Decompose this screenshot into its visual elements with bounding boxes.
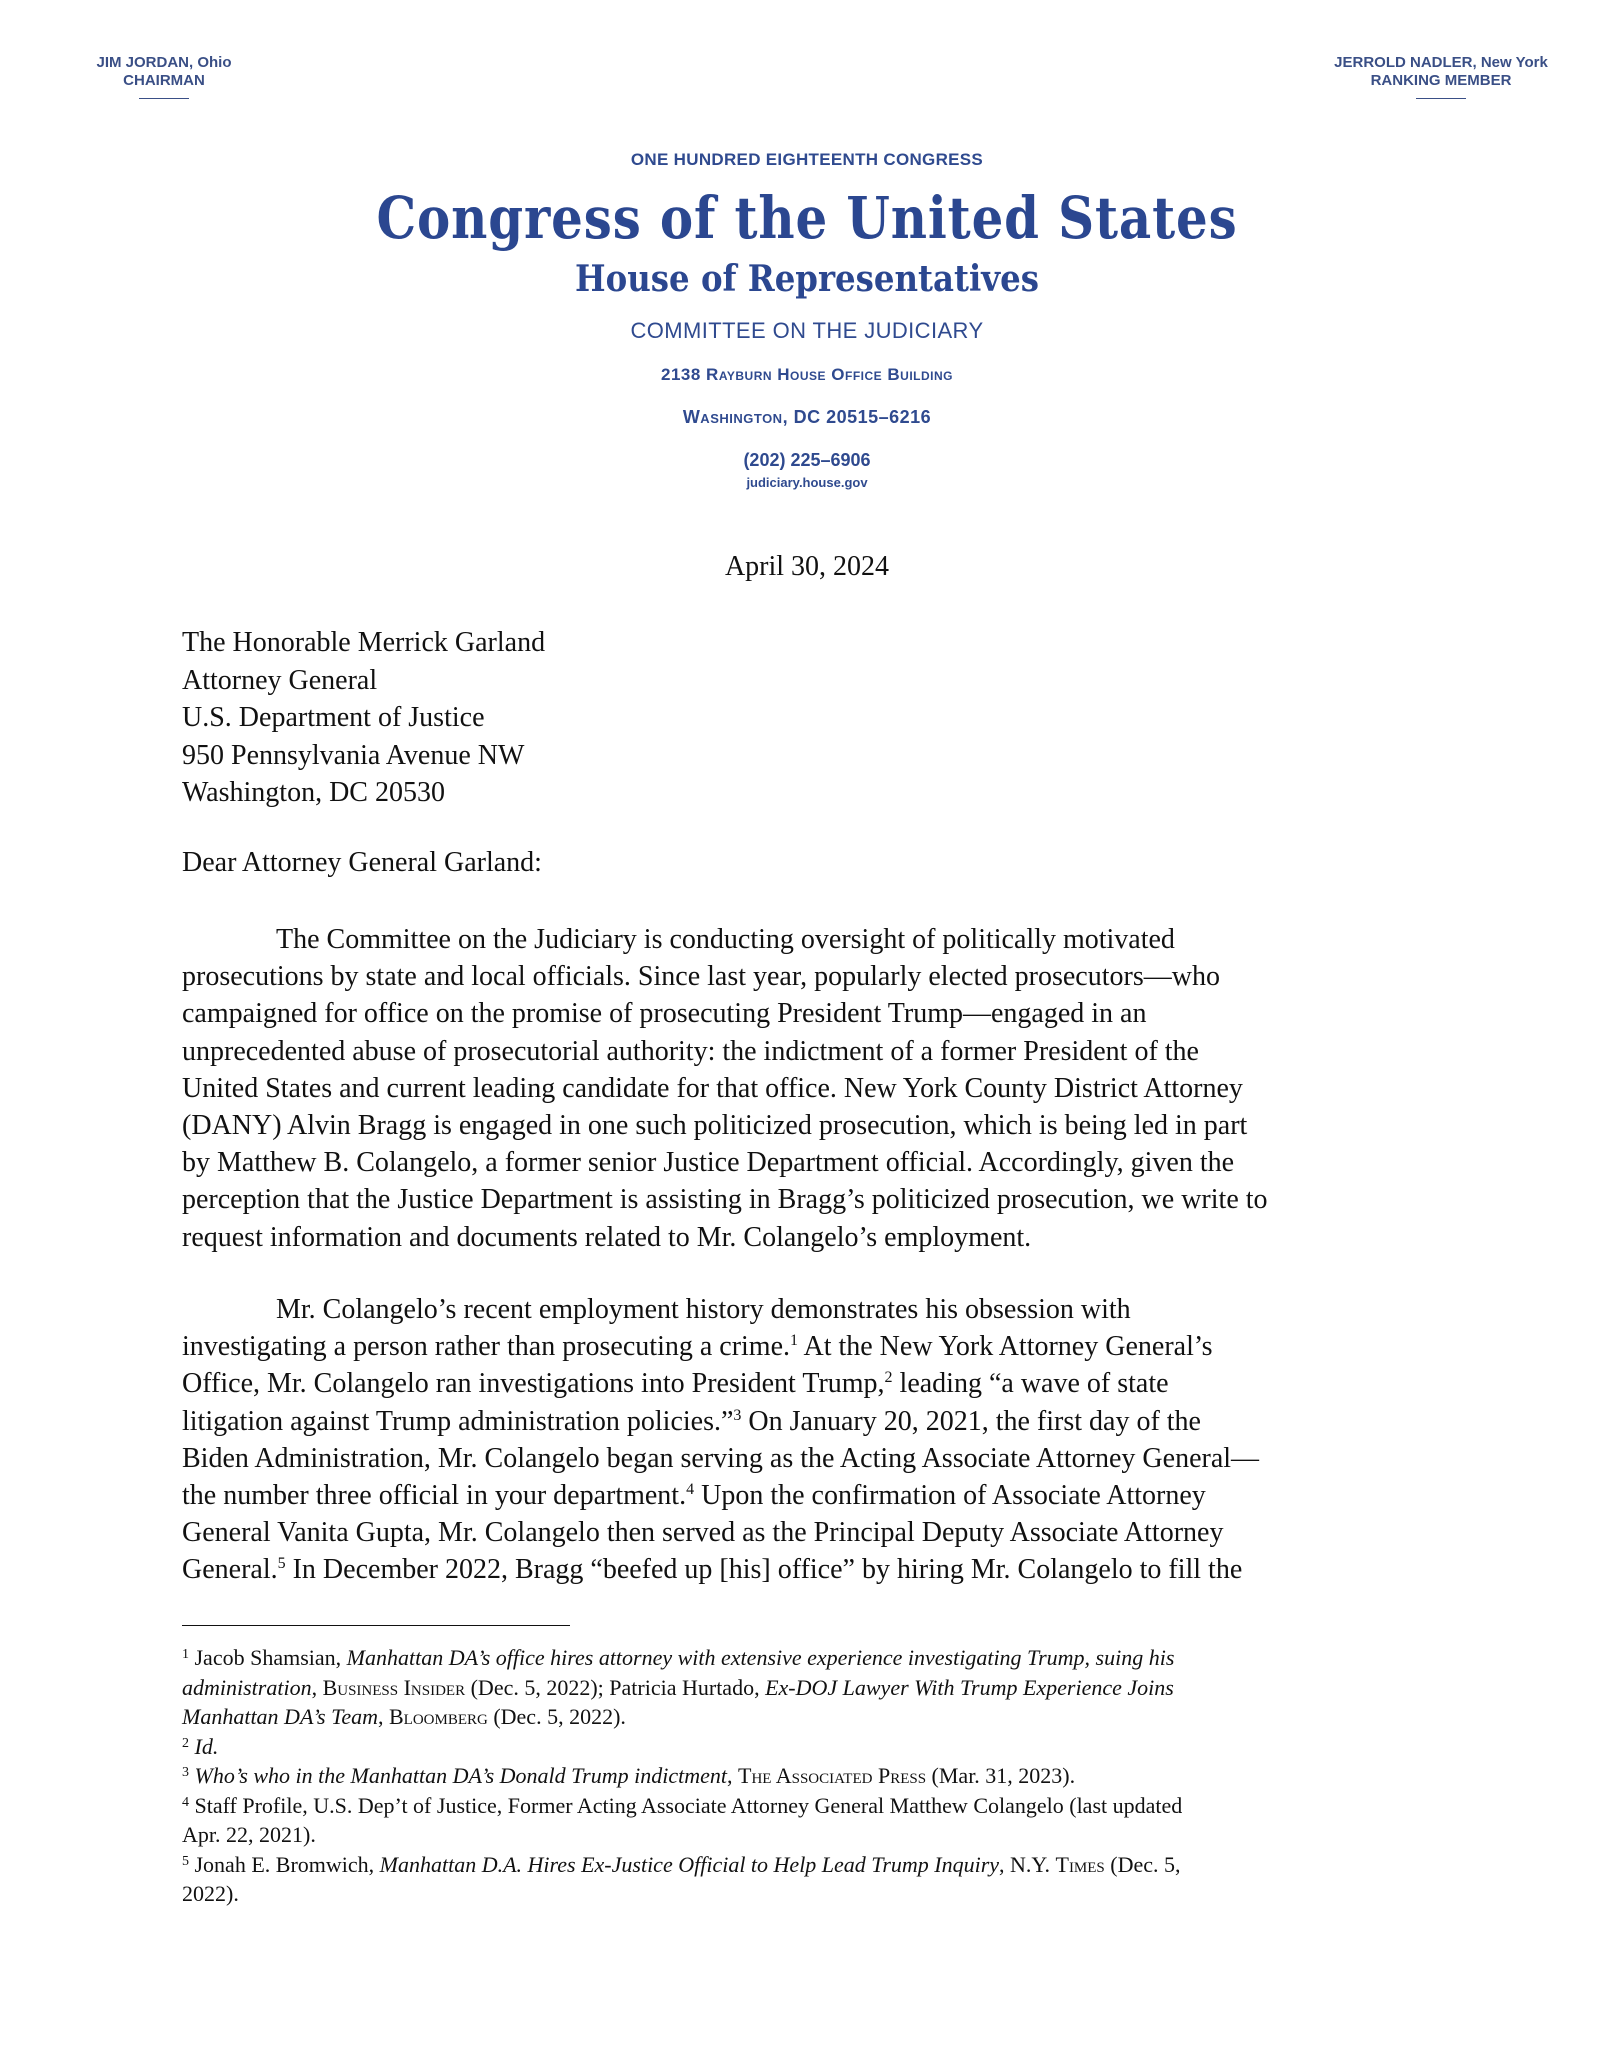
line-text: litigation against Trump administration policies.” xyxy=(182,1405,734,1437)
footnote-1-line xyxy=(182,1702,1472,1732)
paragraph-line: General Vanita Gupta, Mr. Colangelo then served as the Principal Deputy Associate Attorney xyxy=(182,1517,1224,1549)
paragraph-line: by Matthew B. Colangelo, a former senior Justice Department official. Accordingly, given the xyxy=(182,1147,1235,1179)
line-text: In December 2022, Bragg “beefed up [his] office” by hiring Mr. Colangelo to fill the xyxy=(285,1554,1243,1586)
line-text: Upon the confirmation of Associate Attorney xyxy=(694,1480,1206,1512)
line-text: leading “a wave of state xyxy=(892,1368,1169,1400)
footnote-title: Ex-DOJ Lawyer With Trump Experience Joins xyxy=(765,1674,1174,1700)
footnote-ref-3[interactable]: 3 xyxy=(733,1406,742,1424)
chairman-title: CHAIRMAN xyxy=(123,72,205,89)
footnote-text: , N.Y. xyxy=(999,1851,1056,1877)
footnote-ref-1[interactable]: 1 xyxy=(790,1332,799,1350)
recipient-address xyxy=(182,624,545,812)
house-title: House of Representatives xyxy=(575,258,1039,300)
paragraph-line: Biden Administration, Mr. Colangelo began serving as the Acting Associate Attorney General— xyxy=(182,1442,1260,1474)
ranking-member-rule xyxy=(1416,98,1466,99)
paragraph-line: request information and documents related to Mr. Colangelo’s employment. xyxy=(182,1221,1032,1253)
footnote-text: (Mar. 31, 2023). xyxy=(926,1763,1076,1788)
congress-number: ONE HUNDRED EIGHTEENTH CONGRESS xyxy=(630,150,984,169)
paragraph-line xyxy=(182,1477,1452,1514)
paragraph-line xyxy=(182,1365,1452,1402)
footnotes xyxy=(182,1643,1472,1909)
office-website: judiciary.house.gov xyxy=(746,475,868,490)
footnote-title: Manhattan D.A. Hires Ex-Justice Official to Help Lead Trump Inquiry xyxy=(379,1851,1000,1877)
footnote-text: Staff Profile, U.S. Dep’t of Justice, Former Acting Associate Attorney General Matthew Colangelo (last updated xyxy=(189,1792,1183,1818)
paragraph-line xyxy=(182,1328,1452,1365)
line-text: the number three official in your department. xyxy=(182,1480,687,1512)
salutation: Dear Attorney General Garland: xyxy=(182,847,542,878)
footnote-1-line xyxy=(182,1643,1472,1673)
footnote-5-line xyxy=(182,1850,1472,1880)
paragraph-line: (DANY) Alvin Bragg is engaged in one such politicized prosecution, which is being led in part xyxy=(182,1110,1248,1142)
line-text: General. xyxy=(182,1554,278,1586)
footnote-title: Who’s who in the Manhattan DA’s Donald Trump indictment xyxy=(194,1763,727,1788)
recipient-title: Attorney General xyxy=(182,664,378,696)
footnote-text: , xyxy=(727,1763,738,1788)
footnote-3-line xyxy=(182,1761,1472,1791)
line-text: Office, Mr. Colangelo ran investigations into President Trump, xyxy=(182,1368,885,1400)
paragraph-line: Mr. Colangelo’s recent employment history demonstrates his obsession with xyxy=(276,1294,1131,1325)
paragraph-line: The Committee on the Judiciary is conducting oversight of politically motivated xyxy=(276,924,1175,955)
ranking-member-title: RANKING MEMBER xyxy=(1370,72,1512,89)
congress-title: Congress of the United States xyxy=(376,184,1238,252)
paragraph-2 xyxy=(182,1291,1452,1589)
footnote-mark: 2 xyxy=(182,1735,189,1751)
paragraph-line: campaigned for office on the promise of prosecuting President Trump—engaged in an xyxy=(182,998,1147,1030)
chairman-rule xyxy=(139,98,189,99)
office-address: 2138 Rayburn House Office Building xyxy=(661,365,953,384)
footnote-title: Id. xyxy=(194,1733,219,1759)
paragraph-line: prosecutions by state and local officials. Since last year, popularly elected prosecutors—who xyxy=(182,961,1220,993)
committee-name: COMMITTEE ON THE JUDICIARY xyxy=(630,318,984,343)
footnote-ref-4[interactable]: 4 xyxy=(686,1481,695,1499)
paragraph-line: unprecedented abuse of prosecutorial authority: the indictment of a former President of the xyxy=(182,1035,1199,1067)
footnote-text: , xyxy=(311,1674,323,1700)
recipient-department: U.S. Department of Justice xyxy=(182,702,485,733)
footnote-4-line: Apr. 22, 2021). xyxy=(182,1822,316,1847)
footnote-publication: Times xyxy=(1055,1851,1105,1877)
paragraph-line xyxy=(182,1403,1452,1440)
footnote-text: (Dec. 5, xyxy=(1104,1851,1181,1877)
footnote-mark: 5 xyxy=(182,1853,189,1869)
footnote-title: Manhattan DA’s office hires attorney with extensive experience investigating Trump, suing his xyxy=(346,1645,1175,1670)
office-phone: (202) 225–6906 xyxy=(743,450,871,470)
paragraph-line xyxy=(182,1551,1452,1588)
footnote-text: (Dec. 5, 2022); Patricia Hurtado, xyxy=(465,1674,766,1700)
footnote-title: administration xyxy=(182,1674,312,1700)
footnote-publication: The Associated Press xyxy=(738,1763,927,1788)
footnote-mark: 4 xyxy=(182,1794,189,1810)
footnote-2-line xyxy=(182,1732,1472,1762)
ranking-member-name: JERROLD NADLER, New York xyxy=(1334,54,1548,71)
footnote-mark: 3 xyxy=(182,1765,189,1780)
recipient-name: The Honorable Merrick Garland xyxy=(182,627,546,658)
paragraph-1 xyxy=(182,921,1452,1256)
line-text: On January 20, 2021, the first day of the xyxy=(741,1405,1201,1437)
footnote-text: Jonah E. Bromwich, xyxy=(189,1851,380,1877)
footnote-1-line xyxy=(182,1673,1472,1703)
letter-date: April 30, 2024 xyxy=(724,551,890,582)
footnote-ref-5[interactable]: 5 xyxy=(277,1555,286,1573)
footnote-5-line: 2022). xyxy=(182,1881,239,1906)
footnote-text: (Dec. 5, 2022). xyxy=(487,1704,626,1729)
footnote-mark: 1 xyxy=(182,1647,189,1662)
paragraph-line: perception that the Justice Department is assisting in Bragg’s politicized prosecution, we write to xyxy=(182,1184,1268,1216)
paragraph-line: United States and current leading candidate for that office. New York County District Attorney xyxy=(182,1072,1243,1104)
recipient-street: 950 Pennsylvania Avenue NW xyxy=(182,739,525,771)
footnote-title: Manhattan DA’s Team xyxy=(182,1704,378,1729)
footnote-separator xyxy=(182,1625,570,1626)
line-text: investigating a person rather than prosecuting a crime. xyxy=(182,1331,791,1363)
footnote-ref-2[interactable]: 2 xyxy=(884,1369,893,1387)
footnote-publication: Bloomberg xyxy=(388,1704,488,1729)
footnote-text: , xyxy=(377,1704,389,1729)
chairman-name: JIM JORDAN, Ohio xyxy=(96,54,232,71)
chairman-block xyxy=(64,54,264,99)
recipient-city: Washington, DC 20530 xyxy=(182,777,445,808)
footnote-publication: Business Insider xyxy=(322,1674,466,1700)
ranking-member-block xyxy=(1316,54,1566,99)
line-text: At the New York Attorney General’s xyxy=(798,1331,1213,1363)
office-city: Washington, DC 20515–6216 xyxy=(682,407,932,427)
footnote-4-line xyxy=(182,1791,1472,1821)
footnote-text: Jacob Shamsian, xyxy=(189,1645,347,1670)
